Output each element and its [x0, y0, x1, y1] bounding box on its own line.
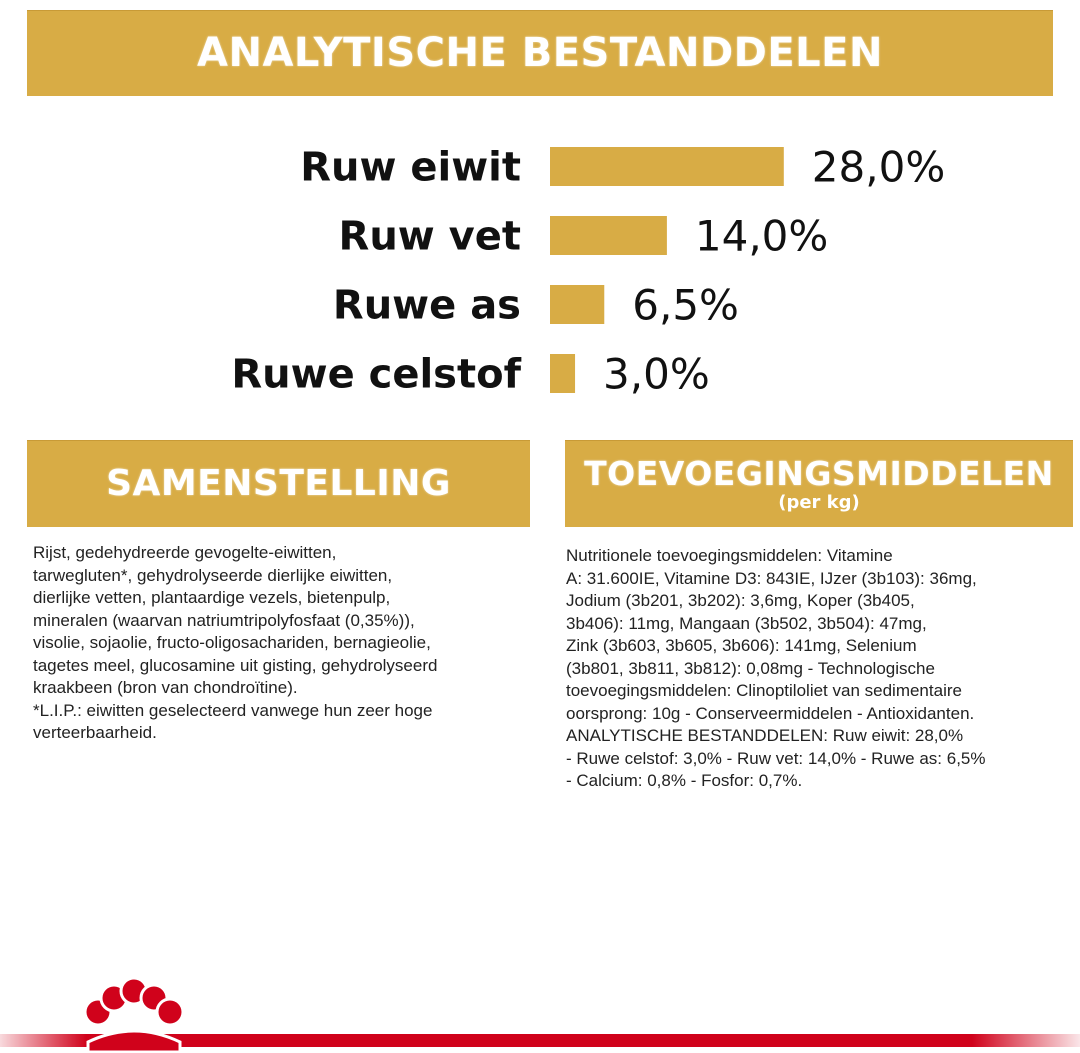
toevoegingsmiddelen-text: Nutritionele toevoegingsmiddelen: Vitamine A: 31.600IE, Vitamine D3: 843IE, IJzer (3b103): 36mg, Jodium (3b201, 3b202): 3,6mg, Koper (3b405, 3b406): 11mg, Mangaan (3b502, 3b504): 47mg, Zink (3b603, 3b605, 3b606): 141mg, Selenium (3b801, 3b811, 3b812): 0,08mg - Technologische toevoegingsmiddelen: Clinoptiloliet van sedimentaire oorsprong: 10g - Conserveermiddelen - Antioxidanten. ANALYTISCHE BESTANDDELEN: Ruw eiwit: 28,0% - Ruwe celstof: 3,0% - Ruw vet: 14,0% - Ruwe as: 6,5% - Calcium: 0,8% - Fosfor: 0,7%.	[566, 546, 986, 790]
bar-ruwe-celstof	[550, 354, 575, 393]
toevoegingsmiddelen-title: TOEVOEGINGSMIDDELEN	[584, 453, 1054, 493]
bar-label-ruw-vet: Ruw vet	[338, 213, 521, 260]
toevoegingsmiddelen-subtitle: (per kg)	[778, 491, 860, 513]
bar-value-ruw-vet: 14,0%	[694, 211, 829, 261]
bar-value-ruwe-as: 6,5%	[632, 280, 739, 330]
samenstelling-title: SAMENSTELLING	[106, 463, 451, 504]
bar-label-ruwe-celstof: Ruwe celstof	[231, 351, 521, 398]
bar-label-ruw-eiwit: Ruw eiwit	[300, 144, 521, 191]
bar-ruw-vet	[550, 216, 667, 255]
samenstelling-text: Rijst, gedehydreerde gevogelte-eiwitten, tarwegluten*, gehydrolyseerde dierlijke eiwitten, dierlijke vetten, plantaardige vezels, bietenpulp, mineralen (waarvan natriumtripolyfosfaat (0,35%)), visolie, sojaolie, fructo-oligosachariden, bernagieolie, tagetes meel, glucosamine uit gisting, gehydrolyseerd kraakbeen (bron van chondroïtine). *L.I.P.: eiwitten geselecteerd vanwege hun zeer hoge verteerbaarheid.	[33, 543, 438, 742]
footer-brand-strip	[0, 970, 1080, 1053]
samenstelling-banner	[27, 440, 530, 527]
royal-canin-crown-icon	[85, 978, 183, 1052]
analytische-title: ANALYTISCHE BESTANDDELEN	[197, 30, 883, 76]
bar-value-ruw-eiwit: 28,0%	[811, 142, 946, 192]
analytische-banner	[27, 10, 1053, 96]
bar-label-ruwe-as: Ruwe as	[332, 282, 521, 329]
bar-value-ruwe-celstof: 3,0%	[603, 349, 710, 399]
bar-ruw-eiwit	[550, 147, 784, 186]
analytische-bar-chart	[0, 130, 1080, 420]
toevoegingsmiddelen-banner	[565, 440, 1073, 527]
bar-ruwe-as	[550, 285, 604, 324]
